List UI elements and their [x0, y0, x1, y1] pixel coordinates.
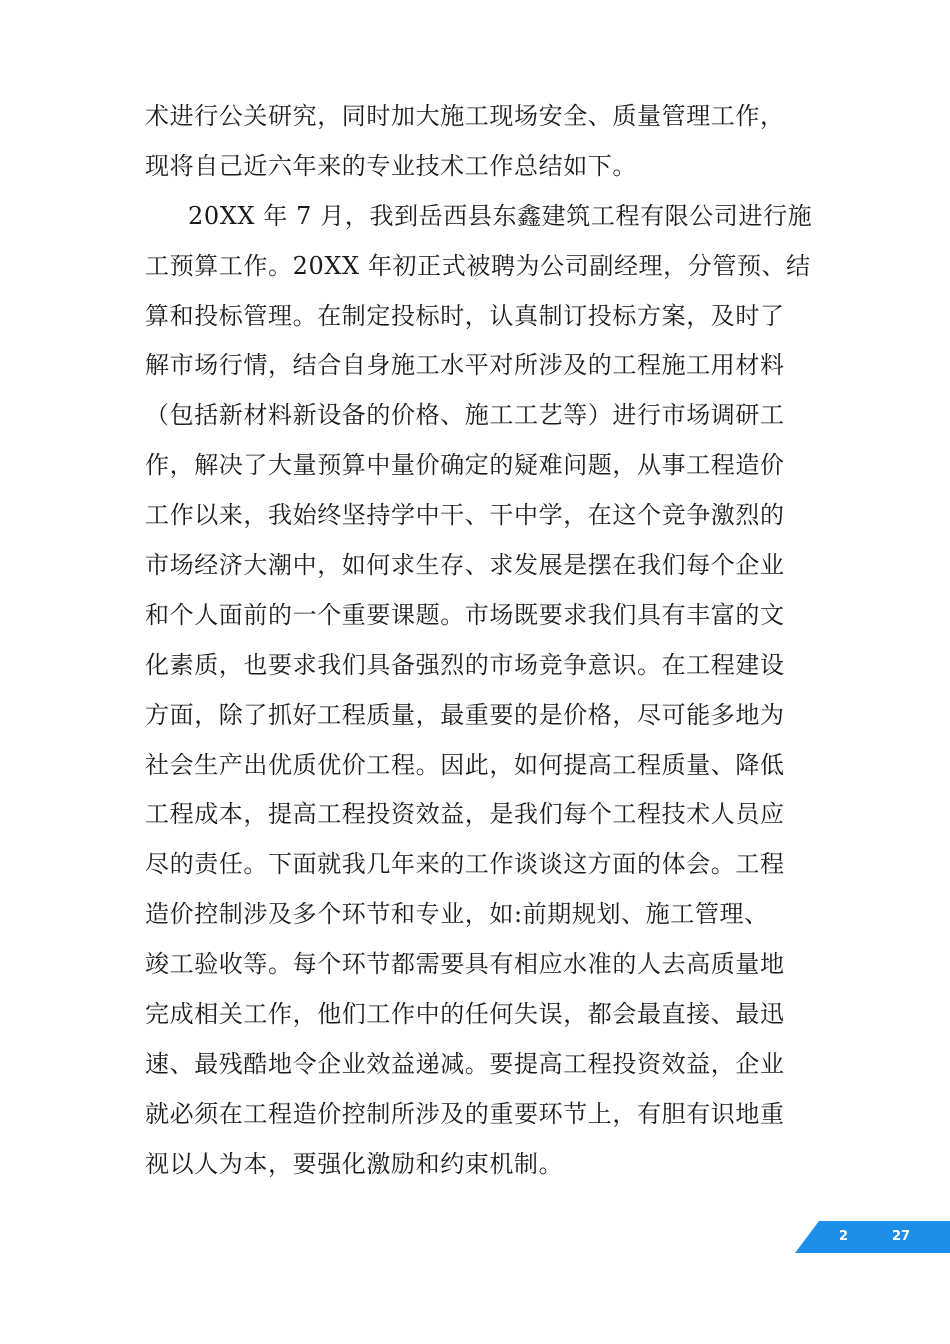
text-line: 市场经济大潮中，如何求生存、求发展是摆在我们每个企业 — [145, 551, 785, 580]
text-line: 工作以来，我始终坚持学中干、干中学，在这个竞争激烈的 — [145, 501, 785, 530]
document-body — [145, 92, 813, 1190]
text-line: 完成相关工作，他们工作中的任何失误，都会最直接、最迅 — [145, 1000, 785, 1029]
text-line: 术进行公关研究，同时加大施工现场安全、质量管理工作， — [145, 102, 785, 130]
text-line: 尽的责任。下面就我几年来的工作谈谈这方面的体会。工程 — [145, 850, 785, 879]
text-line: 社会生产出优质优价工程。因此，如何提高工程质量、降低 — [145, 750, 785, 779]
text-line: 解市场行情，结合自身施工水平对所涉及的工程施工用材料 — [145, 351, 785, 380]
text-line: 造价控制涉及多个环节和专业，如:前期规划、施工管理、 — [145, 900, 769, 929]
text-line: 化素质，也要求我们具备强烈的市场竞争意识。在工程建设 — [145, 650, 785, 679]
text-line: 工程成本，提高工程投资效益，是我们每个工程技术人员应 — [145, 800, 785, 829]
text-line: （包括新材料新设备的价格、施工工艺等）进行市场调研工 — [145, 401, 785, 430]
current-page-number: 2 — [839, 1229, 849, 1244]
text-line: 作，解决了大量预算中量价确定的疑难问题，从事工程造价 — [145, 451, 785, 480]
page-number-badge — [795, 1221, 950, 1253]
paragraph-start-line: 20XX 年 7 月，我到岳西县东鑫建筑工程有限公司进行施 — [188, 201, 813, 230]
text-line: 就必须在工程造价控制所涉及的重要环节上，有胆有识地重 — [145, 1099, 785, 1128]
text-line: 竣工验收等。每个环节都需要具有相应水准的人去高质量地 — [145, 950, 785, 979]
page-badge-shape — [795, 1221, 950, 1253]
text-line: 速、最残酷地令企业效益递减。要提高工程投资效益，企业 — [145, 1049, 785, 1078]
text-line: 和个人面前的一个重要课题。市场既要求我们具有丰富的文 — [145, 600, 785, 629]
text-line: 算和投标管理。在制定投标时，认真制订投标方案，及时了 — [145, 301, 785, 330]
text-line: 方面，除了抓好工程质量，最重要的是价格，尽可能多地为 — [145, 700, 785, 729]
total-pages-number: 27 — [892, 1229, 911, 1244]
text-line: 工预算工作。20XX 年初正式被聘为公司副经理，分管预、结 — [145, 251, 811, 280]
text-line: 视以人为本，要强化激励和约束机制。 — [145, 1149, 564, 1178]
text-line: 现将自己近六年来的专业技术工作总结如下。 — [145, 151, 637, 180]
